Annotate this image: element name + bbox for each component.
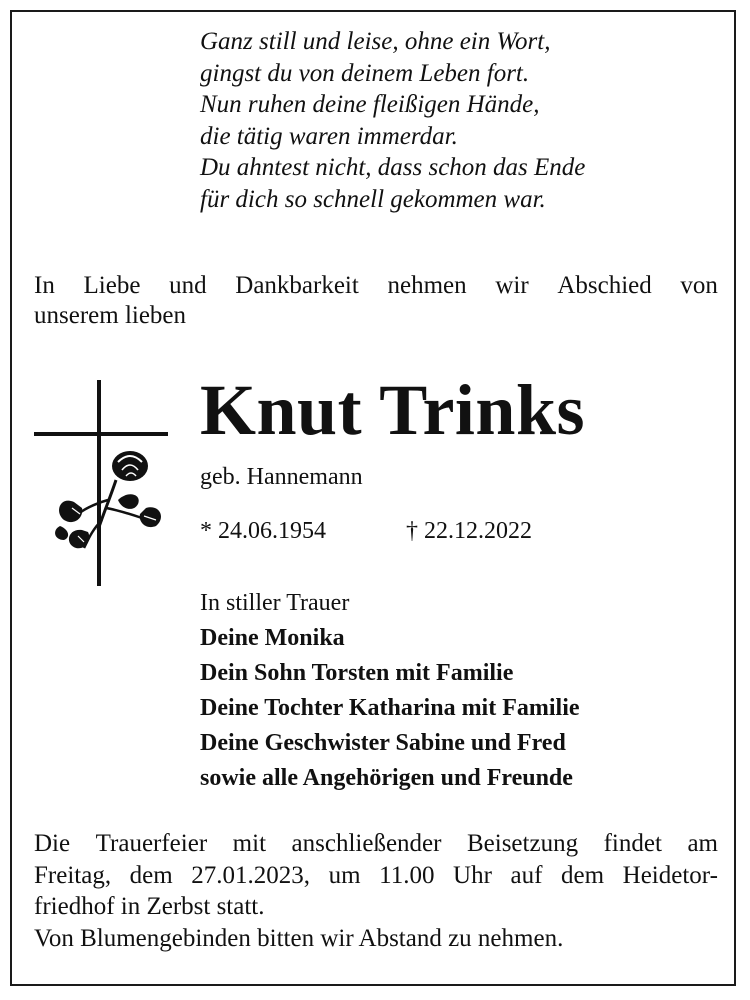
funeral-word: dem xyxy=(129,861,173,889)
funeral-word: Uhr xyxy=(453,861,492,889)
funeral-word: Trauerfeier xyxy=(95,830,208,857)
life-dates xyxy=(200,516,532,546)
intro-word: Abschied xyxy=(557,272,652,299)
funeral-word: am xyxy=(687,830,718,857)
mourner-line: Deine Monika xyxy=(200,625,345,651)
funeral-line-1 xyxy=(34,828,718,860)
funeral-word: Beisetzung xyxy=(466,830,579,857)
mourner-line: sowie alle Angehörigen und Freunde xyxy=(200,765,573,791)
intro-word: Dankbarkeit xyxy=(235,272,359,299)
poem-line: Ganz still und leise, ohne ein Wort, xyxy=(200,28,551,55)
funeral-word: 11.00 xyxy=(379,861,435,889)
funeral-word: dem xyxy=(561,861,605,889)
intro-word: In xyxy=(34,272,55,299)
funeral-line-2 xyxy=(34,860,718,892)
birth-date: * 24.06.1954 xyxy=(200,518,326,544)
funeral-word: mit xyxy=(232,830,267,857)
funeral-line-3: friedhof in Zerbst statt. xyxy=(34,893,265,920)
mourners-block xyxy=(200,586,580,796)
intro-word: von xyxy=(680,272,718,299)
poem xyxy=(200,26,585,215)
poem-line: Nun ruhen deine fleißigen Hände, xyxy=(200,91,540,118)
intro-word: wir xyxy=(495,272,529,299)
funeral-word: um xyxy=(328,861,361,889)
funeral-word: findet xyxy=(603,830,662,857)
poem-line: die tätig waren immerdar. xyxy=(200,122,458,150)
intro-line-1 xyxy=(34,271,718,301)
intro-word: und xyxy=(169,272,207,299)
poem-line: Du ahntest nicht, dass schon das Ende xyxy=(200,154,586,181)
intro-text xyxy=(34,271,718,331)
mourner-line: Deine Geschwister Sabine und Fred xyxy=(200,730,566,756)
intro-word: Liebe xyxy=(83,272,141,299)
intro-line-2: unserem lieben xyxy=(34,302,187,329)
mourners-intro: In stiller Trauer xyxy=(200,590,350,616)
death-date: † 22.12.2022 xyxy=(406,518,532,544)
funeral-word: 27.01.2023, xyxy=(191,861,311,889)
funeral-line-4: Von Blumengebinden bitten wir Abstand zu nehmen. xyxy=(34,924,564,952)
funeral-word: anschließender xyxy=(291,830,442,857)
deceased-name: Knut Trinks xyxy=(200,370,586,450)
poem-line: gingst du von deinem Leben fort. xyxy=(200,59,530,87)
funeral-word: Heidetor- xyxy=(622,861,718,889)
mourner-line: Deine Tochter Katharina mit Familie xyxy=(200,695,580,721)
cross-with-rose-icon xyxy=(34,380,174,590)
funeral-word: Die xyxy=(34,830,71,857)
intro-word: nehmen xyxy=(387,272,467,299)
poem-line: für dich so schnell gekommen war. xyxy=(200,185,546,213)
funeral-word: auf xyxy=(510,861,543,889)
funeral-info xyxy=(34,828,718,954)
birth-name: geb. Hannemann xyxy=(200,464,363,490)
funeral-word: Freitag, xyxy=(34,861,112,889)
mourner-line: Dein Sohn Torsten mit Familie xyxy=(200,660,514,686)
